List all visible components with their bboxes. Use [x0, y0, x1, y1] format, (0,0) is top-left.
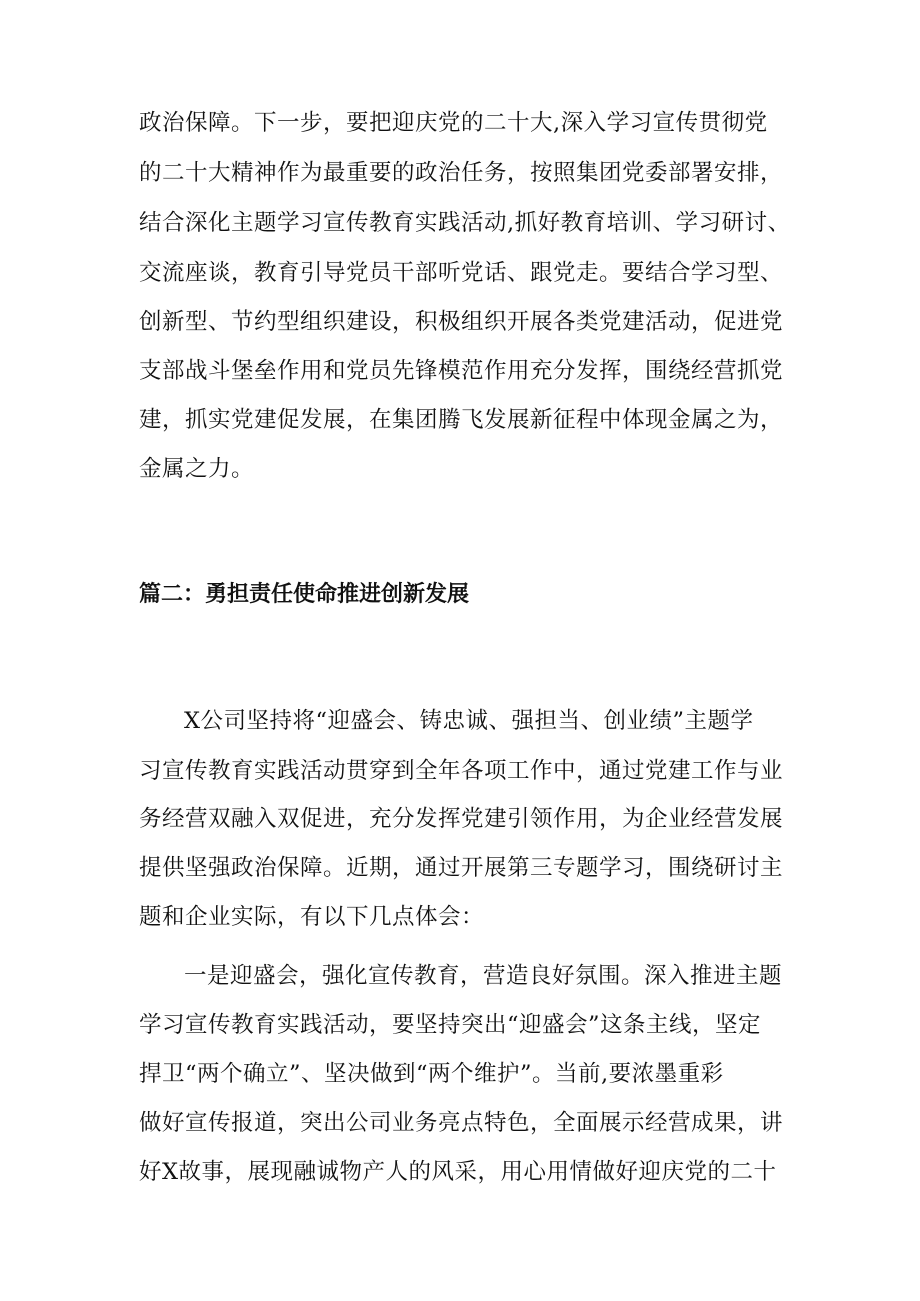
intro-line: 创新型、节约型组织建设，积极组织开展各类党建活动，促进党 [139, 309, 784, 335]
paragraph-2-line: 题和企业实际，有以下几点体会： [139, 904, 485, 930]
intro-line: 支部战斗堡垒作用和党员先锋模范作用充分发挥，围绕经营抓党 [139, 358, 784, 384]
section-heading: 篇二：勇担责任使命推进创新发展 [139, 582, 470, 607]
paragraph-3-line: 做好宣传报道，突出公司业务亮点特色，全面展示经营成果，讲 [139, 1110, 784, 1136]
intro-line: 的二十大精神作为最重要的政治任务，按照集团党委部署安排， [139, 160, 784, 186]
intro-line: 结合深化主题学习宣传教育实践活动,抓好教育培训、学习研讨、 [139, 210, 791, 236]
intro-line: 政治保障。下一步，要把迎庆党的二十大,深入学习宣传贯彻党 [139, 110, 768, 136]
paragraph-3-line: 捍卫“两个确立”、坚决做到“两个维护”。当前,要浓墨重彩 [139, 1061, 724, 1087]
paragraph-2-line: 务经营双融入双促进，充分发挥党建引领作用，为企业经营发展 [139, 806, 784, 832]
paragraph-2-line: X公司坚持将“迎盛会、铸忠诚、强担当、创业绩”主题学 [184, 708, 754, 734]
intro-line: 金属之力。 [139, 456, 255, 482]
paragraph-3-line: 一是迎盛会，强化宣传教育，营造良好氛围。深入推进主题 [184, 963, 783, 989]
intro-line: 建，抓实党建促发展，在集团腾飞发展新征程中体现金属之为， [139, 407, 784, 433]
paragraph-2-line: 习宣传教育实践活动贯穿到全年各项工作中，通过党建工作与业 [139, 758, 784, 784]
paragraph-2-line: 提供坚强政治保障。近期，通过开展第三专题学习，围绕研讨主 [139, 855, 784, 881]
intro-line: 交流座谈，教育引导党员干部听党话、跟党走。要结合学习型、 [139, 260, 784, 286]
paragraph-3-line: 学习宣传教育实践活动，要坚持突出“迎盛会”这条主线，坚定 [139, 1012, 762, 1038]
paragraph-3-line: 好X故事，展现融诚物产人的风采，用心用情做好迎庆党的二十 [139, 1159, 777, 1185]
